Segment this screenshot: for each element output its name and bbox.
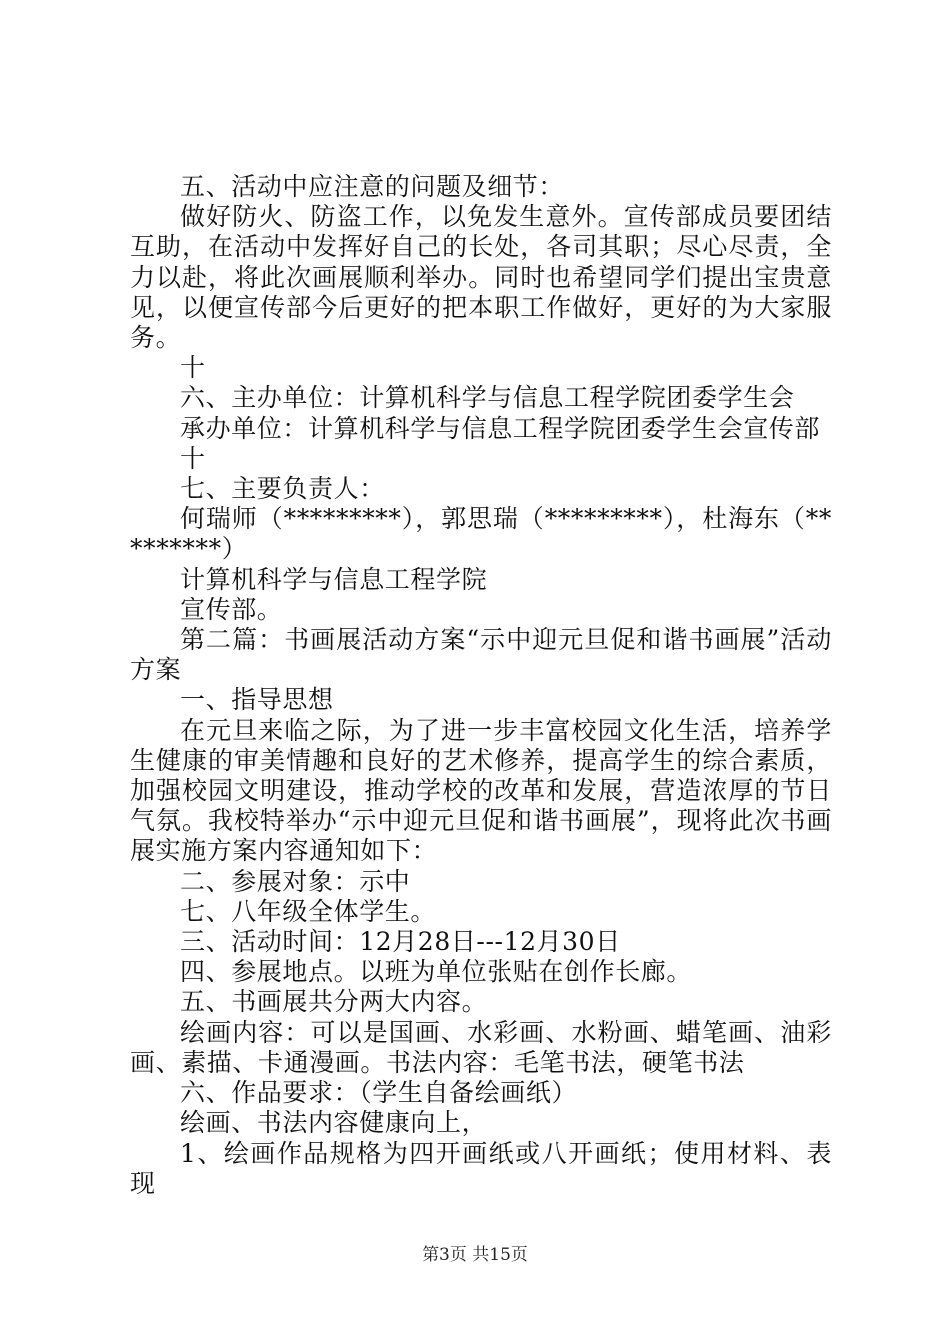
paragraph: 做好防火、防盗工作，以免发生意外。宣传部成员要团结互助，在活动中发挥好自己的长处，各司其职；尽心尽责，全力以赴，将此次画展顺利举办。同时也希望同学们提出宝贵意见，以便宣传部今后更好的把本职工作做好，更好的为大家服务。 [130,202,832,353]
paragraph: 计算机科学与信息工程学院 [180,564,488,594]
paragraph: 二、参展对象：示中 [180,866,411,896]
paragraph: 七、八年级全体学生。 [180,896,437,926]
paragraph: 十 [180,443,206,473]
paragraph: 七、主要负责人： [180,474,385,504]
paragraph: 宣传部。 [180,594,283,624]
paragraph: 绘画、书法内容健康向上， [180,1108,488,1138]
paragraph: 五、书画展共分两大内容。 [180,987,488,1017]
paragraph: 六、主办单位：计算机科学与信息工程学院团委学生会 [180,383,795,413]
paragraph: 四、参展地点。以班为单位张贴在创作长廊。 [180,957,693,987]
paragraph: 三、活动时间：12月28日---12月30日 [180,927,621,957]
section-heading: 第二篇：书画展活动方案“示中迎元旦促和谐书画展”活动方案 [130,625,832,685]
paragraph: 1、绘画作品规格为四开画纸或八开画纸；使用材料、表现 [130,1138,832,1198]
paragraph: 十 [180,353,206,383]
paragraph: 六、作品要求：（学生自备绘画纸） [180,1078,578,1108]
paragraph: 一、指导思想 [180,685,334,715]
paragraph: 绘画内容：可以是国画、水彩画、水粉画、蜡笔画、油彩画、素描、卡通漫画。书法内容：毛笔书法，硬笔书法 [130,1017,832,1077]
paragraph: 何瑞师（*********），郭思瑞（*********），杜海东（*********） [130,504,832,564]
document-body [130,172,832,1199]
paragraph: 在元旦来临之际，为了进一步丰富校园文化生活，培养学生健康的审美情趣和良好的艺术修养，提高学生的综合素质，加强校园文明建设，推动学校的改革和发展，营造浓厚的节日气氛。我校特举办“示中迎元旦促和谐书画展”，现将此次书画展实施方案内容通知如下： [130,715,832,866]
page-number: 第3页 共15页 [422,1245,528,1265]
paragraph: 五、活动中应注意的问题及细节： [180,172,565,201]
paragraph: 承办单位：计算机科学与信息工程学院团委学生会宣传部 [180,413,821,443]
